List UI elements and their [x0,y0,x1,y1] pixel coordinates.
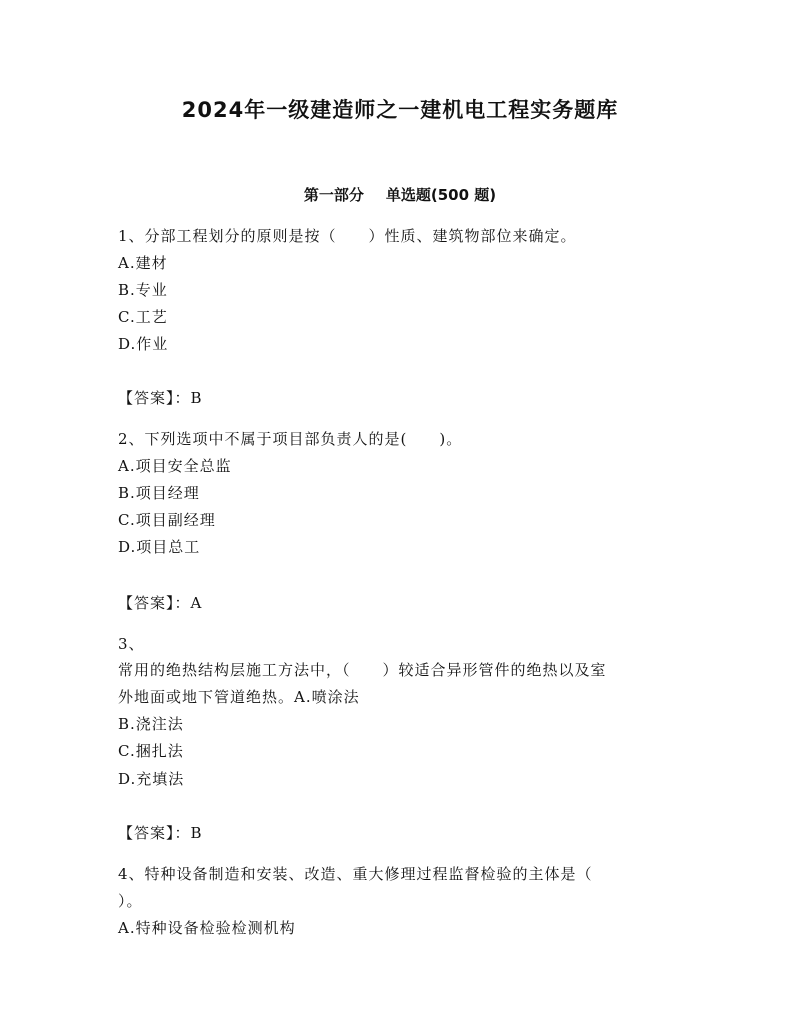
question-option: D.作业 [118,335,169,353]
answer-line: 【答案】：B [118,389,203,407]
answer-line: 【答案】：A [118,594,203,612]
question-option: C.工艺 [118,308,168,326]
question-stem-line: 外地面或地下管道绝热。A.喷涂法 [118,688,360,706]
section-heading [0,184,800,205]
question-option: B.专业 [118,281,168,299]
question-option: A.项目安全总监 [118,457,232,475]
question-option: B.浇注法 [118,715,184,733]
answer-line: 【答案】：B [118,824,203,842]
question-stem-line: 4、特种设备制造和安装、改造、重大修理过程监督检验的主体是（ [118,865,593,883]
question-option: D.项目总工 [118,538,201,556]
document-title: 2024年一级建造师之一建机电工程实务题库 [181,98,619,122]
section-part: 第一部分 [303,186,364,204]
question-option: B.项目经理 [118,484,200,502]
section-name: 单选题(500 题) [385,186,497,204]
question-option: C.捆扎法 [118,742,184,760]
question-option: C.项目副经理 [118,511,216,529]
question-number: 3、 [118,635,145,653]
question-stem-line: 常用的绝热结构层施工方法中，（ ）较适合异形管件的绝热以及室 [118,661,607,679]
question-option: A.特种设备检验检测机构 [118,919,296,937]
question-stem: 2、下列选项中不属于项目部负责人的是( )。 [118,430,463,448]
question-option: A.建材 [118,254,168,272]
question-stem-line: ）。 [118,892,143,910]
question-option: D.充填法 [118,770,185,788]
question-stem: 1、分部工程划分的原则是按（ ）性质、建筑物部位来确定。 [118,227,577,245]
